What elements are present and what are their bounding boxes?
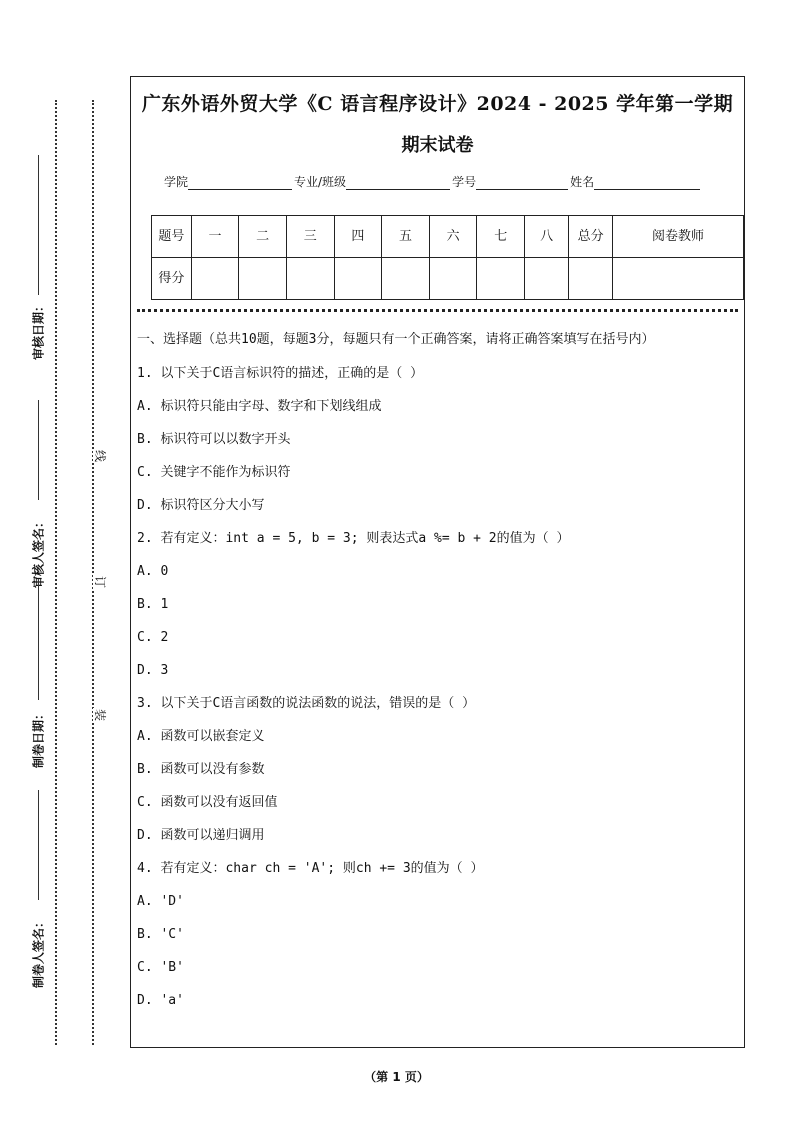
question-line: D. 'a' [137, 993, 184, 1008]
score-cell[interactable] [429, 258, 477, 300]
score-table-col: 六 [429, 216, 477, 258]
score-cell[interactable] [286, 258, 334, 300]
section-1-heading: 一、选择题（总共10题，每题3分，每题只有一个正确答案，请将正确答案填写在括号内） [137, 332, 655, 347]
score-table-col: 四 [334, 216, 382, 258]
student-info-row [164, 173, 702, 190]
score-table-score-row [152, 258, 744, 300]
question-line: A. 'D' [137, 894, 184, 909]
exam-frame [130, 76, 745, 1048]
question-line: 1. 以下关于C语言标识符的描述，正确的是（ ） [137, 366, 424, 381]
question-line: B. 'C' [137, 927, 184, 942]
review-date-label: 审核日期： [31, 299, 46, 361]
maker-sign-blank [38, 790, 39, 900]
score-cell[interactable] [334, 258, 382, 300]
section-1 [137, 329, 741, 1017]
major-class-field[interactable] [346, 177, 450, 190]
bind-char-line: 线 [92, 449, 107, 463]
score-table-col-total: 总分 [569, 216, 613, 258]
score-cell[interactable] [191, 258, 239, 300]
question-line: C. 关键字不能作为标识符 [137, 465, 291, 480]
page-subtitle: 期末试卷 [401, 135, 474, 156]
question-line: D. 函数可以递归调用 [137, 828, 265, 843]
score-cell-total[interactable] [569, 258, 613, 300]
score-cell[interactable] [525, 258, 569, 300]
question-line: C. 'B' [137, 960, 184, 975]
score-table [151, 215, 744, 300]
page-title: 广东外语外贸大学《C 语言程序设计》2024 - 2025 学年第一学期 [141, 93, 734, 115]
section-divider [137, 309, 738, 312]
score-table-score-label: 得分 [152, 258, 192, 300]
reviewer-sign-label: 审核人签名： [31, 515, 46, 589]
question-line: D. 3 [137, 663, 169, 678]
make-date-label: 制卷日期： [31, 707, 46, 769]
question-list [137, 357, 741, 1017]
score-cell[interactable] [382, 258, 430, 300]
college-label: 学院 [164, 175, 189, 189]
score-table-col: 七 [477, 216, 525, 258]
question-line: C. 函数可以没有返回值 [137, 795, 278, 810]
question-line: B. 函数可以没有参数 [137, 762, 265, 777]
question-line: B. 标识符可以以数字开头 [137, 432, 291, 447]
bind-char-install: 装 [92, 708, 107, 722]
score-table-col-grader: 阅卷教师 [613, 216, 744, 258]
question-line: A. 函数可以嵌套定义 [137, 729, 265, 744]
score-cell[interactable] [239, 258, 287, 300]
score-table-col: 一 [191, 216, 239, 258]
bind-char-order: 订 [92, 575, 107, 589]
question-line: A. 标识符只能由字母、数字和下划线组成 [137, 399, 382, 414]
question-line: C. 2 [137, 630, 169, 645]
page-number: （第 1 页） [364, 1070, 429, 1084]
score-table-col: 三 [286, 216, 334, 258]
reviewer-sign-blank [38, 400, 39, 500]
question-line: 3. 以下关于C语言函数的说法函数的说法，错误的是（ ） [137, 696, 476, 711]
question-line: D. 标识符区分大小写 [137, 498, 265, 513]
maker-sign-label: 制卷人签名： [31, 915, 46, 989]
review-date-blank [38, 155, 39, 295]
college-field[interactable] [188, 177, 292, 190]
score-table-col: 二 [239, 216, 287, 258]
question-line: B. 1 [137, 597, 169, 612]
question-line: 4. 若有定义：char ch = 'A'; 则ch += 3的值为（ ） [137, 861, 484, 876]
student-id-label: 学号 [452, 175, 477, 189]
score-table-header-label: 题号 [152, 216, 192, 258]
score-cell[interactable] [477, 258, 525, 300]
make-date-blank [38, 580, 39, 700]
name-field[interactable] [594, 177, 700, 190]
dotted-line-inner [92, 100, 94, 1045]
score-table-header-row [152, 216, 744, 258]
score-table-col: 八 [525, 216, 569, 258]
question-line: A. 0 [137, 564, 169, 579]
name-label: 姓名 [570, 175, 595, 189]
question-line: 2. 若有定义：int a = 5, b = 3; 则表达式a %= b + 2的值为（ ） [137, 531, 570, 546]
major-class-label: 专业/班级 [294, 175, 347, 189]
binding-margin [0, 100, 120, 1045]
student-id-field[interactable] [476, 177, 568, 190]
dotted-line-outer [55, 100, 57, 1045]
score-cell-grader[interactable] [613, 258, 744, 300]
score-table-col: 五 [382, 216, 430, 258]
